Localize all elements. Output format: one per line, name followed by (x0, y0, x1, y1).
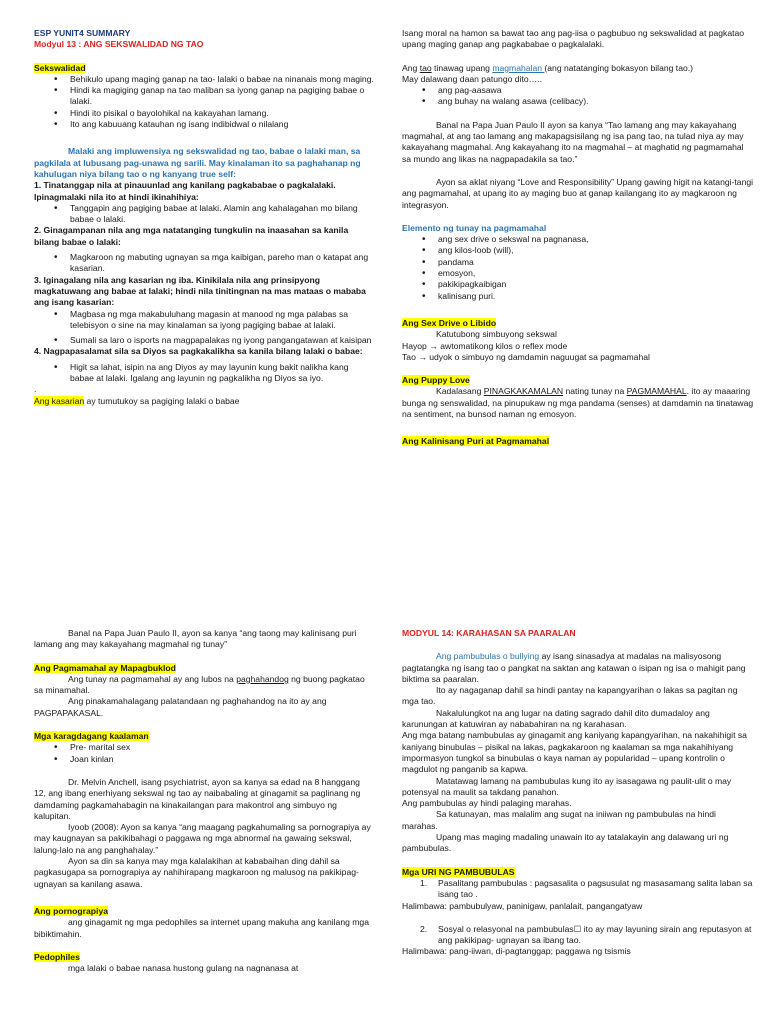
mga-bata-paragraph: Ang mga batang nambubulas ay ginagamit ang kaniyang kapangyarihan, na nakahihigit sa kaniyang binubulas – pisikal na lakas, pagkakaroon ng kaalaman sa mga nakahihiyang impormasyon tungkol sa binubulas o kaya naman ay popularidad – upang kontrolin o magdulot ng panganib sa kapwa. (402, 730, 747, 775)
list-item: • Ito ang kabuuang katauhan ng isang indibidwal o nilalang (34, 119, 374, 130)
paghahandog-text: paghahandog (236, 673, 289, 684)
list-item: • pandama (402, 257, 754, 268)
point-3: 3. Iginagalang nila ang kasarian ng iba. Kinikilala nila ang prinsipyong magkatuwang ang babae at lalaki; hindi nila tinitingnan na mas mataas o mababa ang isang kasarian: (34, 274, 366, 308)
list-item: • Behikulo upang maging ganap na tao- lalaki o babae na ninanais mong maging. (34, 74, 374, 85)
bullying-paragraph (402, 651, 754, 685)
kasarian-text: ay tumutukoy sa pagiging lalaki o babae (84, 395, 240, 406)
puppy-underlined: PAGMAMAHAL (626, 386, 687, 397)
list-item: • Hindi ka magiging ganap na tao maliban sa iyong ganap na pagiging babae o lalaki. (34, 85, 374, 108)
sex-drive-heading: Ang Sex Drive o Libido (402, 317, 497, 328)
hindi-line: Ang pambubulas ay hindi palaging marahas. (402, 798, 572, 809)
pag-text: ng buong pagkatao sa minamahal. (34, 673, 365, 696)
kasarian-line (34, 396, 374, 407)
puppy-underlined: PINAGKAKAMALAN (483, 386, 564, 397)
upang-paragraph: Upang mas maging madaling unawain ito ay tatalakayin ang dalawang uri ng pambubulas. (402, 832, 729, 854)
column-top-left (34, 28, 374, 407)
list-item: • Hindi ito pisikal o bayolohikal na kakayahan lamang. (34, 108, 374, 119)
list-item: • Magbasa ng mga makabuluhang magasin at manood ng mga palabas sa telebisyon o sine na may kinalaman sa iyong pagiging babae at lalaki. (34, 309, 374, 332)
list-item: • pakikipagkaibigan (402, 279, 754, 290)
list-item: • ang kilos-loob (will), (402, 245, 754, 256)
tao-text: tinawag upang (431, 62, 493, 73)
pornograpiya-heading: Ang pornograpiya (34, 905, 109, 916)
uri-list (402, 878, 754, 901)
elemento-heading: Elemento ng tunay na pagmamahal (402, 222, 547, 233)
puppy-love-heading: Ang Puppy Love (402, 375, 470, 386)
tao-text: (ang natatanging bokasyon bilang tao.) (544, 62, 693, 73)
list-item: • kalinisang puri. (402, 291, 754, 302)
sex-line: Katutubong simbuyong sekswal (436, 329, 557, 340)
puppy-text: Kadalasang (436, 386, 484, 397)
point-2: 2. Ginagampanan nila ang mga natatanging tungkulin na inaasahan sa kanila bilang babae o lalaki: (34, 225, 349, 247)
sex-line: Tao → udyok o simbuyo ng damdamin naguugat sa pagmamahal (402, 351, 650, 362)
module-13-title: Modyul 13 : ANG SEKSWALIDAD NG TAO (34, 39, 204, 50)
halimbawa-line: Halimbawa: pang-iiwan, di-pagtanggap; paggawa ng tsismis (402, 946, 631, 957)
sekswalidad-heading: Sekswalidad (34, 62, 86, 73)
sex-line: Hayop → awtomatikong kilos o reflex mode (402, 340, 568, 351)
list-item: • Higit sa lahat, isipin na ang Diyos ay may layunin kung bakit nalikha kang babae at lalaki. Igalang ang layunin ng pagkalikha ng Diyos sa iyo. (34, 362, 374, 385)
bullying-text: ay isang sinasadya at madalas na malisyosong pagtatangka ng isang tao o pangkat na saktan ang katawan o isipan ng isa o mahigit pang biktima sa paaralan. (402, 651, 746, 684)
pagmamahal-paragraph (34, 674, 374, 697)
moral-paragraph: Isang moral na hamon sa bawat tao ang pag-iisa o pagbubuo ng sekswalidad at pagkatao upang maging ganap ang pagkababae o pagkalalaki. (402, 28, 745, 50)
list-item: 2. Sosyal o relasyonal na pambubulas☐ ito ay may layuning sirain ang reputasyon at ang pakikipag- ugnayan sa ibang tao. (420, 923, 752, 946)
sa-katunayan-paragraph: Sa katunayan, mas malalim ang sugat na iniiwan ng pambubulas na hindi marahas. (402, 809, 716, 831)
banal-paragraph: Banal na Papa Juan Paulo II ayon sa kanya “Tao lamang ang may kakayahang magmahal, at ang tao lamang ang makapagsisilang ng isa pang tao, na tulad niya ay may kakayahang magmahal. Ang kakayahang ito na magmahal – at maghatid ng pagmamahal sa mundo ang likas na nagpapadakila sa tao.” (402, 119, 744, 164)
sekswalidad-list (34, 74, 374, 130)
tao-underlined: tao (419, 62, 432, 73)
pedophiles-heading: Pedophiles (34, 951, 80, 962)
tao-text: Ang (402, 62, 420, 73)
pedophiles-paragraph: mga lalaki o babae nanasa hustong gulang na nagnanasa at (68, 963, 299, 974)
list-item: • Tanggapin ang pagiging babae at lalaki. Alamin ang kahalagahan mo bilang babae o lalaki. (34, 203, 374, 226)
pagmamahal-heading: Ang Pagmamahal ay Mapagbuklod (34, 662, 176, 673)
list-item: • Sumali sa laro o isports na magpapalakas ng iyong pangangatawan at kaisipan (34, 335, 374, 346)
intro-paragraph: Malaki ang impluwensiya ng sekswalidad ng tao, babae o lalaki man, sa pagkilala at lubusang pag-unawa ng sarili. May kinalaman ito sa paghahanap ng kahulugan niya bilang tao o ng kanyang true self: (34, 146, 361, 179)
list-item: 1. Pasalitang pambubulas : pagsasalita o pagsusulat ng masasamang salita laban sa isang tao . (420, 877, 753, 900)
column-top-right (402, 28, 754, 448)
naka-paragraph: Nakalulungkot na ang lugar na dating sagrado dahil dito dumadaloy ang karunungan at katuwiran ay nababahiran na ng karahasan. (402, 707, 710, 730)
stray-dot: . (34, 384, 37, 395)
list-item: • Magkaroon ng mabuting ugnayan sa mga kaibigan, pareho man o katapat ang kasarian. (34, 252, 374, 275)
puppy-text: . ito ay maaaring bunga ng senswalidad, na pinupukaw ng mga pandama (senses) at damdamin na tinatawag na sentiment, na bunsod naman ng emosyon. (402, 386, 754, 420)
ayon-paragraph: Ayon sa aklat niyang “Love and Responsibility” Upang gawing higit na katangi-tangi ang pagmamahal, at upang ito ay maging buo at ganap kailangang ito ay magkaroon ng integrasyon. (402, 176, 754, 210)
ito-paragraph: Ito ay nagaganap dahil sa hindi pantay na kapangyarihan o lakas sa pagitan ng mga tao. (402, 685, 738, 707)
melvin-paragraph: Dr. Melvin Anchell, isang psychiatrist, ayon sa kanya sa edad na 8 hanggang 12, ang ibang enerhiyang sekswal ng tao ay naibabaling at ginagamit sa paglinang ng damdaming pagkamahabagin na kinakailangan para makontrol ang simbuyo ng kalupitan. (34, 776, 361, 821)
halimbawa-line: Halimbawa: pambubulyaw, paninigaw, panlalait, pangangatyaw (402, 900, 643, 911)
list-item: • ang pag-aasawa (402, 85, 754, 96)
puppy-paragraph (402, 386, 754, 420)
column-bottom-right (402, 628, 754, 958)
list-item: • Joan kinlan (34, 754, 374, 765)
matatawag-paragraph: Matatawag lamang na pambubulas kung ito ay isasagawa ng paulit-ulit o may potensyal na maulit sa takdang panahon. (402, 775, 732, 797)
puppy-text: nating tunay na (563, 386, 627, 397)
pag-text: Ang tunay na pagmamahal ay ang lubos na (68, 673, 237, 684)
pornograpiya-paragraph: ang ginagamit ng mga pedophiles sa internet upang makuha ang kanilang mga bibiktimahin. (34, 917, 369, 939)
point-1: 1. Tinatanggap nila at pinauunlad ang kanilang pagkababae o pagkalalaki. Ipinagmalaki nila ito at hindi ikinahihiya: (34, 180, 336, 202)
column-bottom-left (34, 628, 374, 974)
list-item: • ang buhay na walang asawa (celibacy). (402, 96, 754, 107)
point-4: 4. Nagpapasalamat sila sa Diyos sa pagkakalikha sa kanila bilang lalaki o babae: (34, 346, 363, 357)
pagmamahal-paragraph-2: Ang pinakamahalagang palatandaan ng paghahandog na ito ay ang PAGPAPAKASAL. (34, 696, 327, 718)
ayon-paragraph-2: Ayon sa din sa kanya may mga kalalakihan at kababaihan ding dahil sa pagkasugapa sa pornograpiya ay nahihirapang magkaroon ng malusog na pakikipag-ugnayan sa kanilang asawa. (34, 856, 359, 889)
banal-quote: Banal na Papa Juan Paulo II, ayon sa kanya “ang taong may kalinisang puri lamang ang may kakayahang magmahal ng tunay” (34, 628, 357, 650)
kasarian-heading: Ang kasarian (34, 395, 85, 406)
daan-line: May dalawang daan patungo dito….. (402, 73, 542, 84)
karagdagan-heading: Mga karagdagang kaalaman (34, 731, 149, 742)
magmahalan-text: magmahalan (492, 62, 545, 73)
iyoob-paragraph: Iyoob (2008): Ayon sa kanya “ang maagang pagkahumaling sa pornograpiya ay may kaugnayan sa pakikibahagi o paggawa ng mga abnormal na gawaing sekswal, lalung-lalo na ang panghahalay.” (34, 822, 371, 855)
kalinisang-heading: Ang Kalinisang Puri at Pagmamahal (402, 436, 550, 447)
tao-paragraph (402, 63, 754, 74)
bullying-term: Ang pambubulas o bullying (436, 651, 540, 662)
uri-heading: Mga URI NG PAMBUBULAS (402, 866, 515, 877)
list-item: • emosyon, (402, 268, 754, 279)
list-item: • Pre- marital sex (34, 742, 374, 753)
list-item: • ang sex drive o sekswal na pagnanasa, (402, 234, 754, 245)
doc-title: ESP YUNIT4 SUMMARY (34, 28, 131, 38)
module-14-title: MODYUL 14: KARAHASAN SA PAARALAN (402, 628, 576, 638)
